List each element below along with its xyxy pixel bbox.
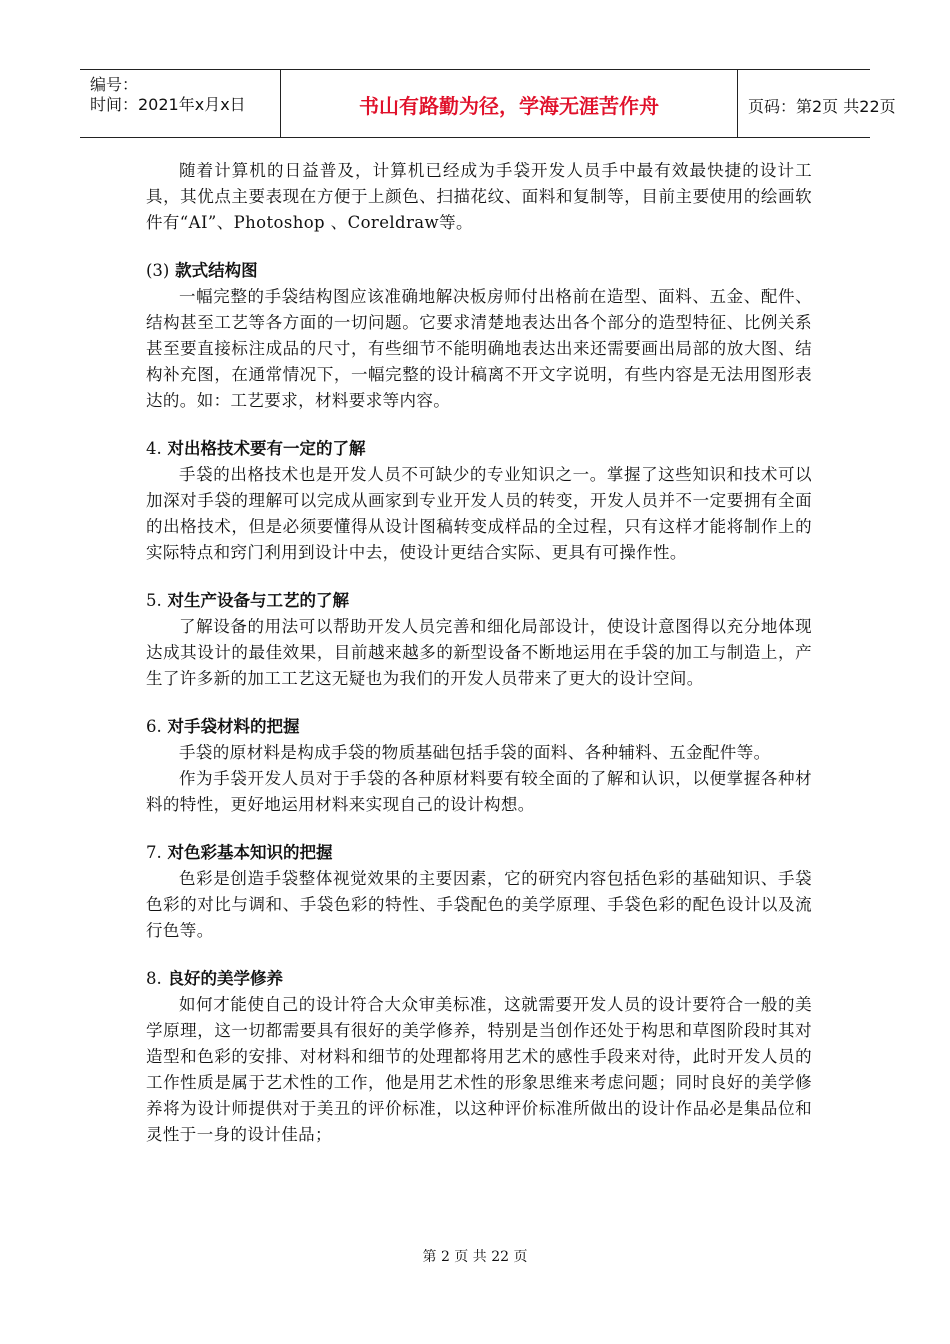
section-heading	[146, 436, 812, 462]
section-heading	[146, 966, 812, 992]
header-page-cell	[738, 70, 896, 137]
section-number: 4.	[146, 439, 162, 458]
section-paragraph: 作为手袋开发人员对于手袋的各种原材料要有较全面的了解和认识，以便掌握各种材料的特性，更好地运用材料来实现自己的设计构想。	[146, 769, 812, 814]
header-meta-cell	[80, 70, 281, 137]
section-number: 6.	[146, 717, 162, 736]
document-section	[146, 258, 812, 414]
section-paragraph: 一幅完整的手袋结构图应该准确地解决板房师付出格前在造型、面料、五金、配件、结构甚至工艺等各方面的一切问题。它要求清楚地表达出各个部分的造型特征、比例关系甚至要直接标注成品的尺寸，有些细节不能明确地表达出来还需要画出局部的放大图、结构补充图，在通常情况下，一幅完整的设计稿离不开文字说明，有些内容是无法用图形表达的。如：工艺要求，材料要求等内容。	[146, 287, 812, 410]
sections-container	[146, 258, 812, 1148]
header-motto: 书山有路勤为径，学海无涯苦作舟	[359, 94, 659, 118]
intro-paragraph: 随着计算机的日益普及，计算机已经成为手袋开发人员手中最有效最快捷的设计工具，其优点主要表现在方便于上颜色、扫描花纹、面料和复制等，目前主要使用的绘画软件有“AI”、Photoshop 、Coreldraw等。	[146, 161, 812, 232]
document-number-label: 编号：	[90, 75, 139, 94]
section-title: 对色彩基本知识的把握	[167, 843, 333, 862]
section-paragraph: 了解设备的用法可以帮助开发人员完善和细化局部设计，使设计意图得以充分地体现达成其设计的最佳效果，目前越来越多的新型设备不断地运用在手袋的加工与制造上，产生了许多新的加工工艺这无疑也为我们的开发人员带来了更大的设计空间。	[146, 617, 812, 688]
document-section	[146, 714, 812, 818]
page-footer: 第 2 页 共 22 页	[422, 1249, 528, 1265]
section-title: 对生产设备与工艺的了解	[167, 591, 349, 610]
page-header	[80, 69, 896, 138]
header-motto-cell	[281, 70, 738, 137]
section-paragraph: 色彩是创造手袋整体视觉效果的主要因素，它的研究内容包括色彩的基础知识、手袋色彩的对比与调和、手袋色彩的特性、手袋配色的美学原理、手袋色彩的配色设计以及流行色等。	[146, 869, 812, 940]
section-heading	[146, 840, 812, 866]
section-paragraph: 手袋的原材料是构成手袋的物质基础包括手袋的面料、各种辅料、五金配件等。	[179, 743, 771, 762]
header-page-code: 页码：第2页 共22页	[748, 97, 896, 116]
section-number: (3)	[146, 261, 170, 280]
section-number: 8.	[146, 969, 162, 988]
document-section	[146, 966, 812, 1148]
section-heading	[146, 714, 812, 740]
section-number: 7.	[146, 843, 162, 862]
section-title: 对出格技术要有一定的了解	[167, 439, 366, 458]
section-heading	[146, 588, 812, 614]
section-title: 良好的美学修养	[167, 969, 283, 988]
document-section	[146, 436, 812, 566]
section-paragraph: 手袋的出格技术也是开发人员不可缺少的专业知识之一。掌握了这些知识和技术可以加深对手袋的理解可以完成从画家到专业开发人员的转变，开发人员并不一定要拥有全面的出格技术，但是必须要懂得从设计图稿转变成样品的全过程，只有这样才能将制作上的实际特点和窍门利用到设计中去，使设计更结合实际、更具有可操作性。	[146, 465, 812, 562]
section-heading	[146, 258, 812, 284]
section-title: 对手袋材料的把握	[167, 717, 300, 736]
section-number: 5.	[146, 591, 162, 610]
document-date-label: 时间：2021年x月x日	[90, 95, 246, 114]
section-title: 款式结构图	[175, 261, 258, 280]
document-section	[146, 840, 812, 944]
document-section	[146, 588, 812, 692]
section-paragraph: 如何才能使自己的设计符合大众审美标准，这就需要开发人员的设计要符合一般的美学原理，这一切都需要具有很好的美学修养，特别是当创作还处于构思和草图阶段时其对造型和色彩的安排、对材料和细节的处理都将用艺术的感性手段来对待，此时开发人员的工作性质是属于艺术性的工作，他是用艺术性的形象思维来考虑问题；同时良好的美学修养将为设计师提供对于美丑的评价标准，以这种评价标准所做出的设计作品必是集品位和灵性于一身的设计佳品；	[146, 995, 812, 1144]
document-body	[146, 158, 812, 1148]
